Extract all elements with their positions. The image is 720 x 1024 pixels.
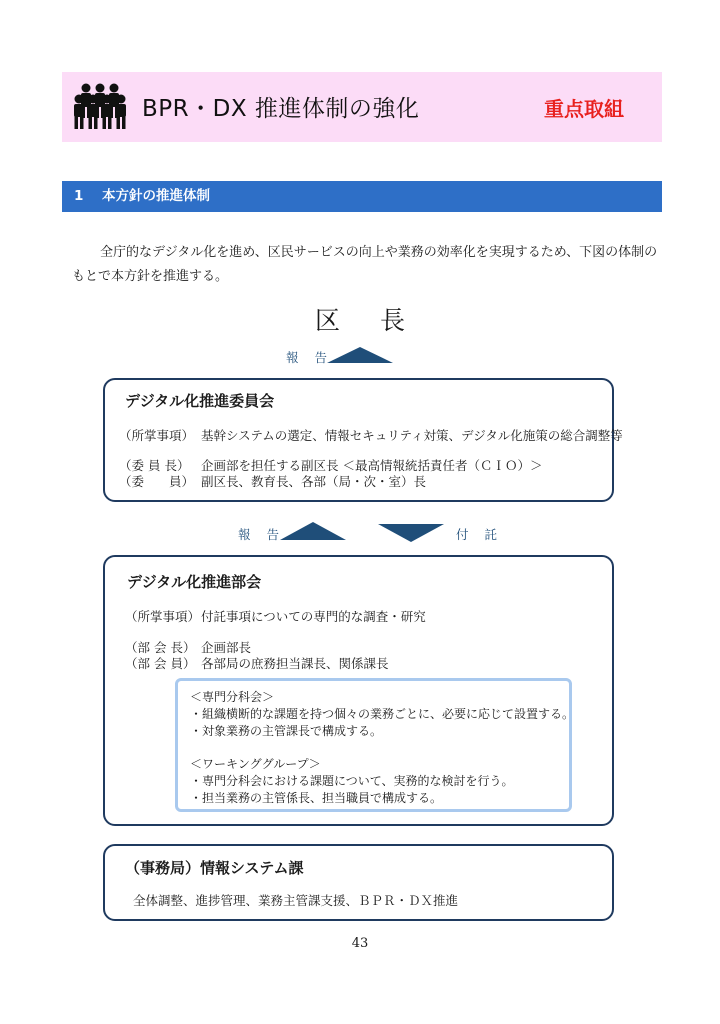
committee-row bbox=[119, 472, 426, 490]
working-group-title: ＜ワーキンググループ＞ bbox=[190, 757, 321, 771]
banner-title: BPR・DX 推進体制の強化 bbox=[142, 96, 420, 122]
row-key: （所掌事項） bbox=[119, 428, 195, 443]
intro-paragraph: 全庁的なデジタル化を進め、区民サービスの向上や業務の効率化を実現するため、下図の体制のもとで本方針を推進する。 bbox=[72, 245, 658, 284]
secretariat-title: （事務局）情報システム課 bbox=[125, 859, 304, 877]
expert-subcommittee-title: ＜専門分科会＞ bbox=[190, 690, 275, 704]
subcommittee-box bbox=[103, 555, 614, 826]
priority-tag: 重点取組 bbox=[544, 97, 624, 121]
row-value: 付託事項についての専門的な調査・研究 bbox=[201, 609, 426, 624]
report-label-middle: 報 告 bbox=[238, 527, 285, 542]
committee-title: デジタル化推進委員会 bbox=[125, 392, 275, 410]
entrust-arrow-icon bbox=[378, 524, 444, 542]
report-label-top: 報 告 bbox=[286, 350, 333, 365]
section-header bbox=[62, 181, 662, 212]
entrust-label: 付 託 bbox=[456, 527, 503, 542]
expert-subcommittee-line: ・組織横断的な課題を持つ個々の業務ごとに、必要に応じて設置する。 bbox=[190, 707, 575, 721]
secretariat-box bbox=[103, 844, 614, 921]
committee-box bbox=[103, 378, 623, 502]
working-group-line: ・専門分科会における課題について、実務的な検討を行う。 bbox=[190, 774, 514, 788]
working-group-line: ・担当業務の主管係長、担当職員で構成する。 bbox=[190, 791, 443, 805]
mayor-title: 区 長 bbox=[315, 306, 421, 335]
row-value: 各部局の庶務担当課長、関係課長 bbox=[201, 656, 389, 671]
row-value: 副区長、教育長、各部（局・次・室）長 bbox=[201, 474, 427, 489]
expert-subcommittee-line: ・対象業務の主管課長で構成する。 bbox=[190, 724, 383, 738]
report-arrow-middle-icon bbox=[280, 522, 346, 540]
row-key: （部 会 長） bbox=[125, 640, 196, 655]
page-number: 43 bbox=[351, 936, 369, 951]
row-key: （所掌事項） bbox=[125, 609, 201, 624]
subcommittee-row bbox=[125, 654, 389, 672]
report-arrow-top-icon bbox=[327, 347, 393, 363]
secretariat-desc: 全体調整、進捗管理、業務主管課支援、ＢＰＲ・ＤＸ推進 bbox=[133, 893, 459, 908]
row-value: 企画部を担任する副区長 ＜最高情報統括責任者（ＣＩＯ）＞ bbox=[201, 458, 543, 473]
title-banner bbox=[62, 72, 662, 142]
row-key: （委 員 長） bbox=[119, 458, 190, 473]
subcommittee-title: デジタル化推進部会 bbox=[127, 573, 262, 591]
section-title: 本方針の推進体制 bbox=[102, 188, 210, 204]
people-group-icon bbox=[70, 82, 130, 130]
section-number: 1 bbox=[74, 188, 84, 204]
row-value: 基幹システムの選定、情報セキュリティ対策、デジタル化施策の総合調整等 bbox=[201, 428, 623, 443]
row-key: （委 員） bbox=[119, 474, 195, 489]
committee-row bbox=[119, 426, 623, 444]
row-key: （部 会 員） bbox=[125, 656, 196, 671]
row-value: 企画部長 bbox=[201, 640, 252, 655]
working-groups-panel bbox=[175, 678, 575, 812]
subcommittee-row bbox=[125, 607, 426, 625]
